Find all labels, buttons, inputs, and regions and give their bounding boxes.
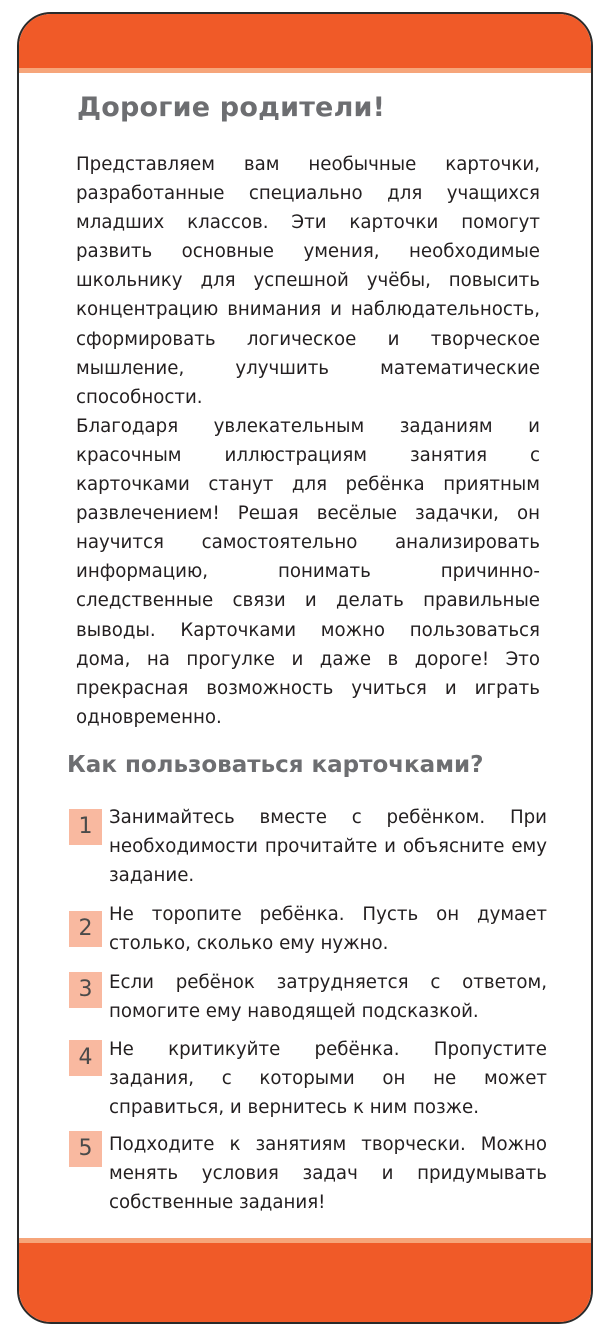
how-to-use-heading: Как пользоваться карточками?	[67, 752, 484, 778]
tip-number-badge: 3	[69, 972, 102, 1008]
intro-paragraph-2: Благодаря увлекательным заданиям и красочным иллюстрациям занятия с карточками станут для ребёнка приятным развлечением! Решая весёлые задачки, он научится самостоятельно анализировать информацию, понимать причинно-следственные связи и делать правильные выводы. Карточками можно пользоваться дома, на прогулке и даже в дороге! Это прекрасная возможность учиться и играть одновременно.	[76, 415, 540, 728]
parents-info-card	[17, 12, 593, 1324]
tip-text: Не критикуйте ребёнка. Пропустите задания, с которыми он не может справиться, и вернитесь к ним позже.	[109, 1039, 547, 1119]
top-orange-band	[19, 14, 591, 68]
bottom-orange-band	[19, 1243, 591, 1324]
tip-number-badge: 5	[69, 1131, 102, 1167]
tip-text: Если ребёнок затрудняется с ответом, помогите ему наводящей подсказкой.	[109, 972, 547, 1023]
top-light-stripe	[19, 68, 591, 73]
tip-text: Занимайтесь вместе с ребёнком. При необходимости прочитайте и объясните ему задание.	[109, 807, 547, 887]
tip-number-badge: 1	[69, 809, 102, 845]
tip-text: Подходите к занятиям творчески. Можно менять условия задач и придумывать собственные задания!	[109, 1134, 547, 1214]
intro-text	[76, 150, 540, 732]
intro-paragraph-1: Представляем вам необычные карточки, разработанные специально для учащихся младших классов. Эти карточки помогут развить основные умения, необходимые школьнику для успешной учёбы, повысить концентрацию внимания и наблюдательность, сформировать логическое и творческое мышление, улучшить математические способности.	[76, 154, 540, 408]
page-title: Дорогие родители!	[77, 92, 386, 123]
tip-text: Не торопите ребёнка. Пусть он думает столько, сколько ему нужно.	[109, 904, 547, 955]
tip-number-badge: 2	[69, 911, 102, 947]
tip-number-badge: 4	[69, 1040, 102, 1076]
